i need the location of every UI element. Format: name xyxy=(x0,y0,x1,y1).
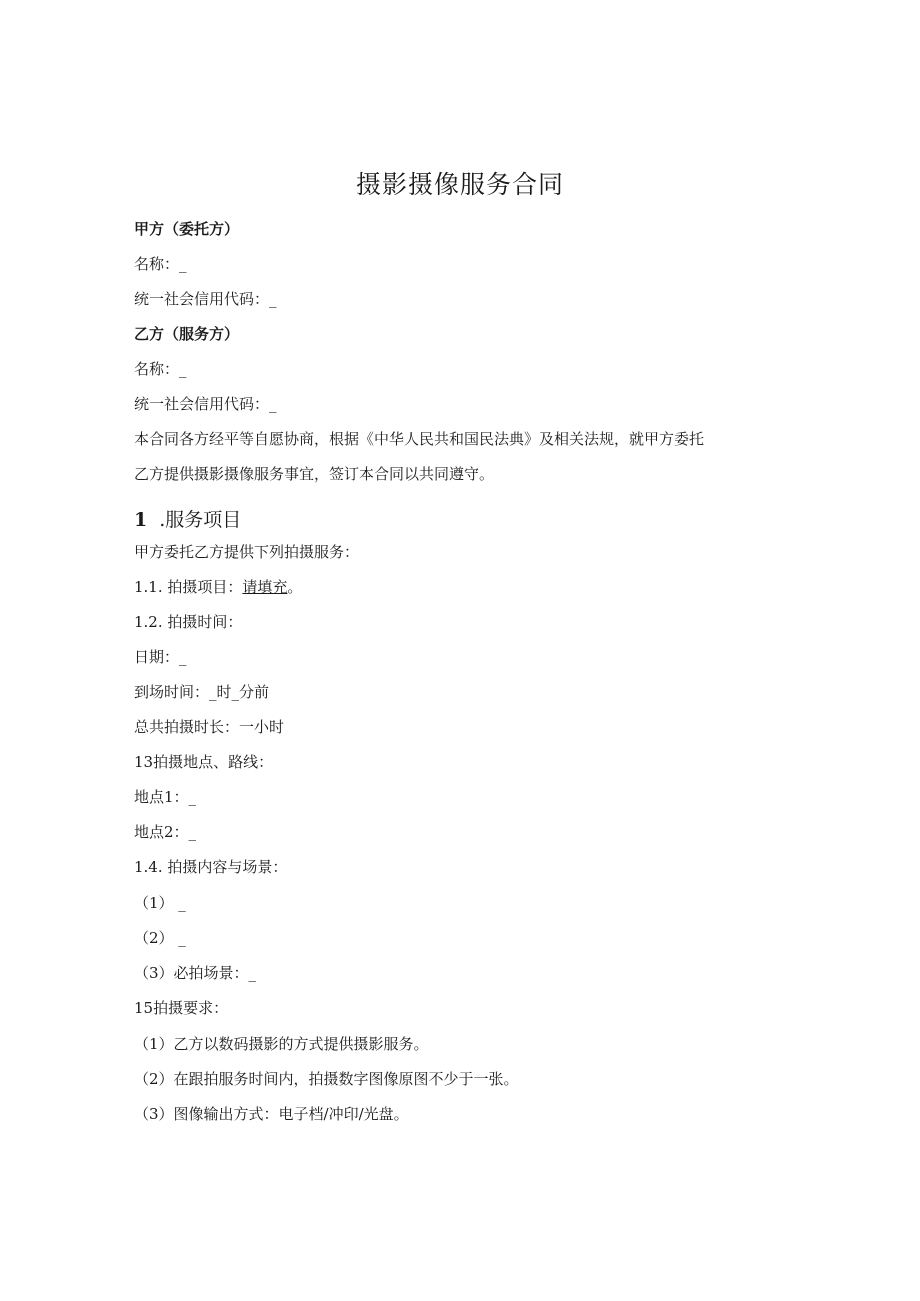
requirement-2-line: （2）在跟拍服务时间内，拍摄数字图像原图不少于一张。 xyxy=(134,1070,519,1088)
requirement-1-line: （1）乙方以数码摄影的方式提供摄影服务。 xyxy=(134,1035,429,1053)
party-b-heading: 乙方（服务方） xyxy=(134,325,240,343)
item-1-3: 13拍摄地点、路线： xyxy=(134,753,274,771)
location-1-line: 地点1：_ xyxy=(134,788,197,806)
party-b-name: 名称：_ xyxy=(134,360,187,378)
intro-line-1: 本合同各方经平等自愿协商，根据《中华人民共和国民法典》及相关法规，就甲方委托 xyxy=(134,430,705,448)
party-b-credit-code: 统一社会信用代码：_ xyxy=(134,395,277,413)
intro-line-2: 乙方提供摄影摄像服务事宜，签订本合同以共同遵守。 xyxy=(134,465,495,483)
duration-line: 总共拍摄时长：一小时 xyxy=(134,718,285,736)
item-1-1-suffix: 。 xyxy=(287,578,303,596)
scene-1-line: （1） _ xyxy=(134,894,186,912)
scene-3-line: （3）必拍场景：_ xyxy=(134,964,257,982)
section-1-title: .服务项目 xyxy=(159,509,242,531)
document-title: 摄影摄像服务合同 xyxy=(355,170,564,199)
item-1-2: 1.2. 拍摄时间： xyxy=(134,613,243,631)
requirement-3-line: （3）图像输出方式：电子档/冲印/光盘。 xyxy=(134,1105,409,1123)
location-2-line: 地点2：_ xyxy=(134,823,197,841)
section-1-lead: 甲方委托乙方提供下列拍摄服务： xyxy=(134,543,360,561)
item-1-4: 1.4. 拍摄内容与场景： xyxy=(134,858,288,876)
section-1-number: 1 xyxy=(134,509,148,531)
item-1-1 xyxy=(134,577,302,597)
section-1-heading xyxy=(134,505,241,532)
item-1-1-placeholder: 请填充 xyxy=(242,578,288,596)
item-1-5: 15拍摄要求： xyxy=(134,999,229,1017)
party-a-heading: 甲方（委托方） xyxy=(134,220,240,238)
party-a-name: 名称：_ xyxy=(134,255,187,273)
arrival-time-line: 到场时间：_时_分前 xyxy=(134,683,270,701)
scene-2-line: （2） _ xyxy=(134,929,186,947)
item-1-1-label: 1.1. 拍摄项目： xyxy=(134,578,243,596)
date-line: 日期：_ xyxy=(134,648,187,666)
party-a-credit-code: 统一社会信用代码：_ xyxy=(134,290,277,308)
